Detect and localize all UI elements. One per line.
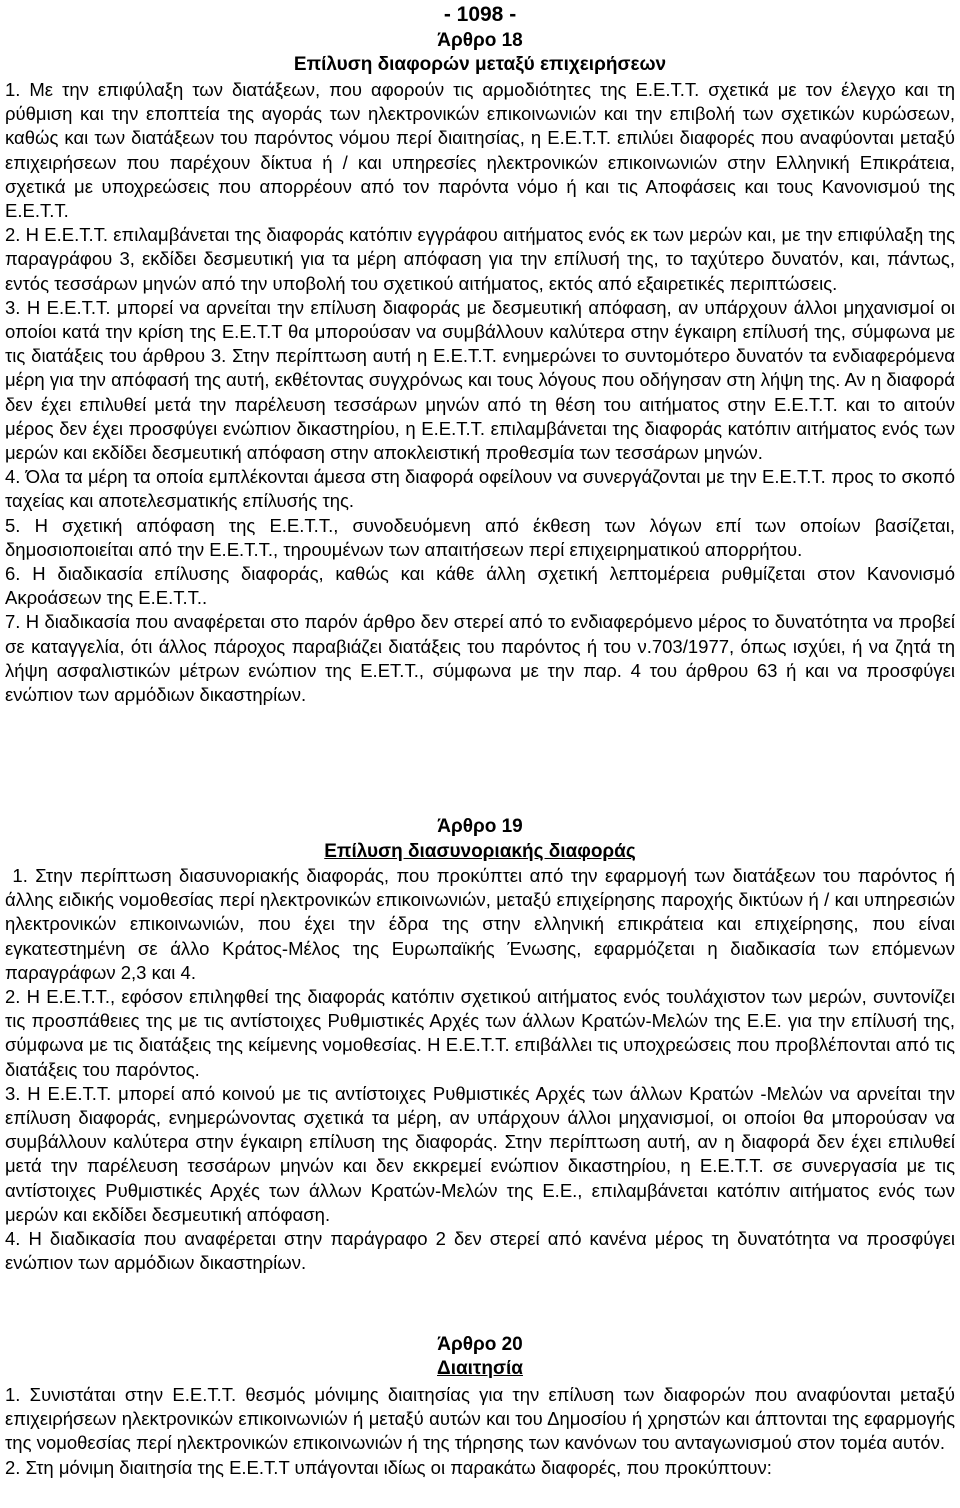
- article-20-subtitle: Διαιτησία: [437, 1358, 523, 1379]
- article-19-body: [5, 864, 955, 1275]
- article-20-paragraph-2: 2. Στη μόνιμη διαιτησία της Ε.Ε.Τ.Τ υπάγονται ιδίως οι παρακάτω διαφορές, που προκύπτουν:: [5, 1456, 772, 1478]
- article-18-paragraph-1: 1. Με την επιφύλαξη των διατάξεων, που αφορούν τις αρμοδιότητες της Ε.Ε.Τ.Τ. σχετικά με τον έλεγχο και τη ρύθμιση και την εποπτεία της αγοράς των ηλεκτρονικών επικοινωνιών και την επιβολή των σχετικών κυρώσεων, καθώς και των διατάξεων του παρόντος νόμου περί διαιτησίας, η Ε.Ε.Τ.Τ. επιλύει διαφορές που αναφύονται μεταξύ επιχειρήσεων που παρέχουν δίκτυα ή / και υπηρεσίες ηλεκτρονικών επικοινωνιών στην Ελληνική Επικράτεια, σχετικά με υποχρεώσεις που απορρέουν από τον παρόντα νόμο ή και τις Αποφάσεις και τους Κανονισμού της Ε.Ε.Τ.Τ.: [5, 79, 955, 222]
- article-19-paragraph-3: 3. Η Ε.Ε.Τ.Τ. μπορεί από κοινού με τις αντίστοιχες Ρυθμιστικές Αρχές των άλλων Κρατών -Μελών να αρνείται την επίλυση διαφοράς, ενημερώνοντας σχετικά τα μέρη, αν υπάρχουν άλλοι μηχανισμοί, οι οποίοι θα μπορούσαν να συμβάλλουν καλύτερα στην έγκαιρη επίλυση της διαφοράς. Στην περίπτωση αυτή, αν η διαφορά δεν έχει επιλυθεί μετά την παρέλευση τεσσάρων μηνών και δεν εκκρεμεί ενώπιον δικαστηρίου, η Ε.Ε.Τ.Τ. σε συνεργασία με τις αντίστοιχες Ρυθμιστικές Αρχές των άλλων Κρατών-Μελών της Ε.Ε., επιλαμβάνεται κατόπιν αιτήματος ενός των μερών και εκδίδει δεσμευτική απόφαση.: [5, 1082, 955, 1225]
- article-19-subtitle: Επίλυση διασυνοριακής διαφοράς: [324, 841, 636, 862]
- article-18-paragraph-2: 2. Η Ε.Ε.Τ.Τ. επιλαμβάνεται της διαφοράς κατόπιν εγγράφου αιτήματος ενός εκ των μερών και, με την επιφύλαξη της παραγράφου 3, εκδίδει δεσμευτική για τα μέρη απόφαση για την επίλυσή της, το ταχύτερο δυνατόν, και, πάντως, εντός τεσσάρων μηνών από την υποβολή του σχετικού αιτήματος, εκτός από εξαιρετικές περιπτώσεις.: [5, 224, 955, 294]
- article-18-paragraph-4: 4. Όλα τα μέρη τα οποία εμπλέκονται άμεσα στη διαφορά οφείλουν να συνεργάζονται με την Ε.Ε.Τ.Τ. προς το σκοπό ταχείας και αποτελεσματικής επίλυσής της.: [5, 466, 955, 512]
- article-20-paragraph-1: 1. Συνιστάται στην Ε.Ε.Τ.Τ. θεσμός μόνιμης διαιτησίας για την επίλυση των διαφορών που αναφύονται μεταξύ επιχειρήσεων ηλεκτρονικών επικοινωνιών ή μεταξύ αυτών και του Δημοσίου ή χρηστών και άπτονται της εφαρμογής της νομοθεσίας περί ηλεκτρονικών επικοινωνιών ή της τήρησης των κανόνων του ανταγωνισμού στον τομέα αυτόν.: [5, 1384, 955, 1454]
- article-19-paragraph-2: 2. Η Ε.Ε.Τ.Τ., εφόσον επιληφθεί της διαφοράς κατόπιν σχετικού αιτήματος ενός τουλάχιστον των μερών, συντονίζει τις προσπάθειες της με τις αντίστοιχες Ρυθμιστικές Αρχές των άλλων Κρατών-Μελών της Ε.Ε. για την επίλυσή της, σύμφωνα με τις διατάξεις της κείμενης νομοθεσίας. Η Ε.Ε.Τ.Τ. επιβάλλει τις υποχρεώσεις που προβλέπονται από τις διατάξεις του παρόντος.: [5, 986, 955, 1080]
- article-18-paragraph-7: 7. Η διαδικασία που αναφέρεται στο παρόν άρθρο δεν στερεί από το ενδιαφερόμενο μέρος το δυνατότητα να προβεί σε καταγγελία, ότι άλλος πάροχος παραβιάζει διατάξεις του παρόντος ή του ν.703/1977, όπως ισχύει, ή να ζητά τη λήψη ασφαλιστικών μέτρων ενώπιον της Ε.ΕΤ.Τ., σύμφωνα με την παρ. 4 του άρθρου 63 ή και να προσφύγει ενώπιον των αρμόδιων δικαστηρίων.: [5, 611, 955, 706]
- article-20-body: [5, 1383, 955, 1480]
- article-19-paragraph-4: 4. Η διαδικασία που αναφέρεται στην παράγραφο 2 δεν στερεί από κανένα μέρος τη δυνατότητα να προσφύγει ενώπιον των αρμόδιων δικαστηρίων.: [5, 1228, 955, 1274]
- page-number: - 1098 -: [443, 3, 517, 26]
- article-18-paragraph-5: 5. Η σχετική απόφαση της Ε.Ε.Τ.Τ., συνοδευόμενη από έκθεση των λόγων επί των οποίων βασίζεται, δημοσιοποιείται από την Ε.Ε.Τ.Τ., τηρουμένων των απαιτήσεων περί επιχειρηματικού απορρήτου.: [5, 514, 955, 560]
- article-18-body: [5, 78, 955, 707]
- article-18-heading: Άρθρο 18: [437, 30, 523, 51]
- article-18-subtitle: Επίλυση διαφορών μεταξύ επιχειρήσεων: [293, 54, 667, 75]
- article-19-heading: Άρθρο 19: [437, 816, 523, 837]
- article-18-paragraph-6: 6. Η διαδικασία επίλυσης διαφοράς, καθώς και κάθε άλλη σχετική λεπτομέρεια ρυθμίζεται στον Κανονισμό Ακροάσεων της Ε.Ε.Τ.Τ..: [5, 563, 955, 609]
- article-19-paragraph-1: 1. Στην περίπτωση διασυνοριακής διαφοράς, που προκύπτει από την εφαρμογή των διατάξεων του παρόντος ή άλλης ειδικής νομοθεσίας περί ηλεκτρονικών επικοινωνιών, μεταξύ επιχείρησης παροχής δικτύων ή / και υπηρεσιών ηλεκτρονικών επικοινωνιών, που έχει την έδρα της στην ελληνική επικράτεια και επιχείρησης, που είναι εγκατεστημένη σε άλλο Κράτος-Μέλος της Ευρωπαϊκής Ένωσης, εφαρμόζεται η διαδικασία των επόμενων παραγράφων 2,3 και 4.: [5, 865, 955, 983]
- article-20-heading: Άρθρο 20: [437, 1334, 523, 1355]
- article-18-paragraph-3: 3. Η Ε.Ε.Τ.Τ. μπορεί να αρνείται την επίλυση διαφοράς με δεσμευτική απόφαση, αν υπάρχουν άλλοι μηχανισμοί οι οποίοι κατά την κρίση της Ε.Ε.Τ.Τ θα μπορούσαν να συμβάλλουν καλύτερα στην έγκαιρη επίλυσή της, σύμφωνα με τις διατάξεις του άρθρου 3. Στην περίπτωση αυτή η Ε.Ε.Τ.Τ. ενημερώνει το συντομότερο δυνατόν τα ενδιαφερόμενα μέρη για την απόφασή της αυτή, εκθέτοντας συγχρόνως και τους λόγους που οδήγησαν στη λήψη της. Αν η διαφορά δεν έχει επιλυθεί μετά την παρέλευση τεσσάρων μηνών από τη θέση του αιτήματος στην Ε.Ε.Τ.Τ. και το αιτούν μέρος δεν έχει προσφύγει ενώπιον δικαστηρίου, η Ε.Ε.Τ.Τ. επιλαμβάνεται της διαφοράς κατόπιν αιτήματος ενός των μερών και εκδίδει δεσμευτική απόφαση στην αποκλειστική προθεσμία των τεσσάρων μηνών.: [5, 296, 955, 464]
